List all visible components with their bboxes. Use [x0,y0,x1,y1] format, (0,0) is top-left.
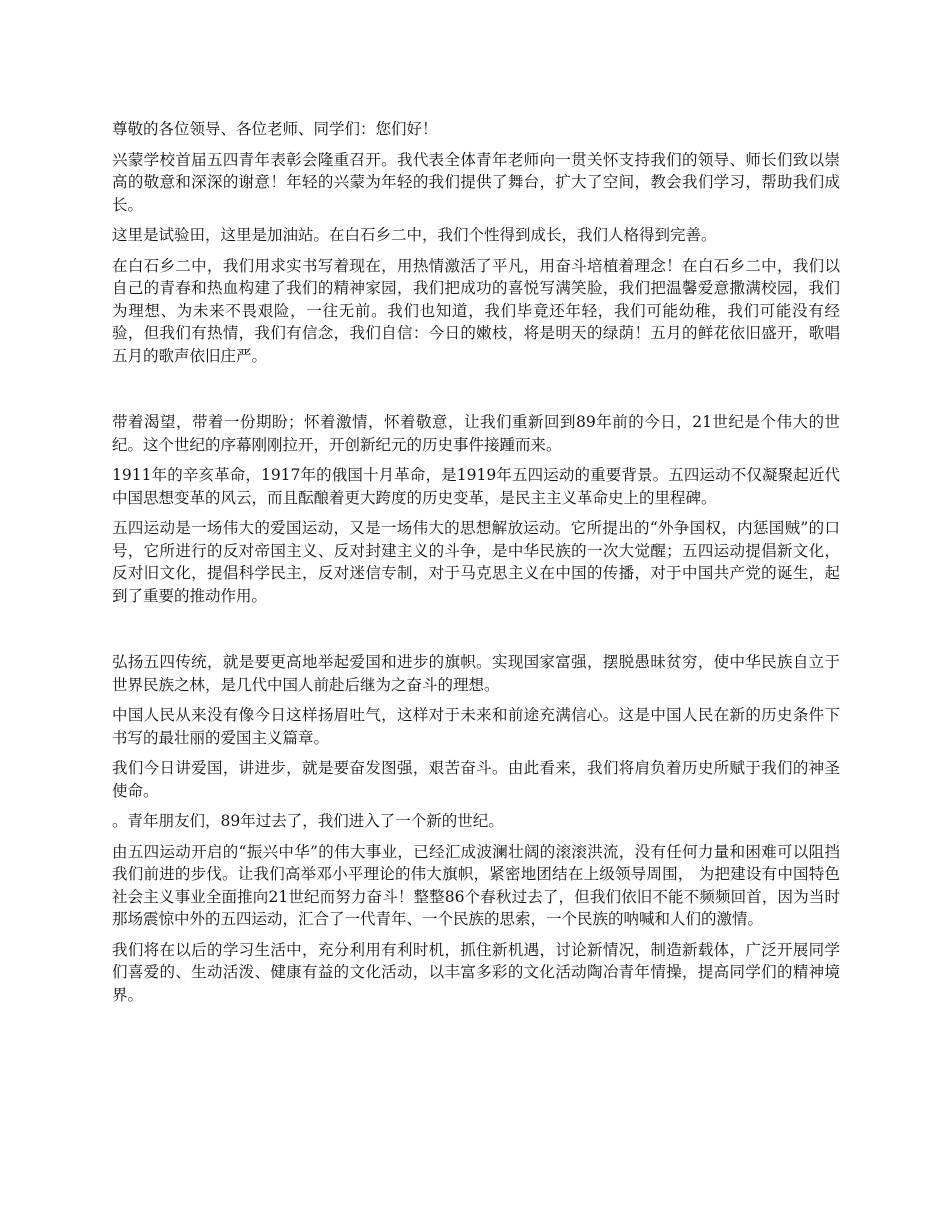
paragraph: 五四运动是一场伟大的爱国运动，又是一场伟大的思想解放运动。它所提出的“外争国权，内惩国贼”的口号，它所进行的反对帝国主义、反对封建主义的斗争，是中华民族的一次大觉醒；五四运动提倡新文化，反对旧文化，提倡科学民主，反对迷信专制，对于马克思主义在中国的传播，对于中国共产党的诞生，起到了重要的推动作用。 [112,519,840,605]
paragraph: 由五四运动开启的“振兴中华”的伟大事业，已经汇成波澜壮阔的滚滚洪流，没有任何力量和困难可以阻挡我们前进的步伐。让我们高举邓小平理论的伟大旗帜，紧密地团结在上级领导周围， 为把建设有中国特色社会主义事业全面推向21世纪而努力奋斗！整整86个春秋过去了，但我们依旧不能不频频回首，因为当时那场震惊中外的五四运动，汇合了一代青年、一个民族的思索，一个民族的呐喊和人们的激情。 [112,842,840,928]
paragraph: 带着渴望，带着一份期盼；怀着激情，怀着敬意，让我们重新回到89年前的今日，21世纪是个伟大的世纪。这个世纪的序幕刚刚拉开，开创新纪元的历史事件接踵而来。 [112,413,840,454]
paragraph: 我们今日讲爱国，讲进步，就是要奋发图强，艰苦奋斗。由此看来，我们将肩负着历史所赋于我们的神圣使命。 [112,759,840,800]
paragraph: 1911年的辛亥革命，1917年的俄国十月革命，是1919年五四运动的重要背景。五四运动不仅凝聚起近代中国思想变革的风云，而且酝酿着更大跨度的历史变革，是民主主义革命史上的里程碑。 [112,466,840,507]
paragraph: 在白石乡二中，我们用求实书写着现在，用热情激活了平凡，用奋斗培植着理念！在白石乡二中，我们以自己的青春和热血构建了我们的精神家园，我们把成功的喜悦写满笑脸，我们把温馨爱意撒满校园，我们为理想、为未来不畏艰险，一往无前。我们也知道，我们毕竟还年轻，我们可能幼稚，我们可能没有经验，但我们有热情，我们有信念，我们自信：今日的嫩枝，将是明天的绿荫！五月的鲜花依旧盛开，歌唱五月的歌声依旧庄严。 [112,256,840,365]
paragraph: 兴蒙学校首届五四青年表彰会隆重召开。我代表全体青年老师向一贯关怀支持我们的领导、师长们致以崇高的敬意和深深的谢意！年轻的兴蒙为年轻的我们提供了舞台，扩大了空间，教会我们学习，帮助我们成长。 [112,150,840,214]
paragraph: 我们将在以后的学习生活中，充分利用有利时机，抓住新机遇，讨论新情况，制造新载体，广泛开展同学们喜爱的、生动活泼、健康有益的文化活动，以丰富多彩的文化活动陶冶青年情操，提高同学们的精神境界。 [112,940,840,1004]
paragraph: 中国人民从来没有像今日这样扬眉吐气，这样对于未来和前途充满信心。这是中国人民在新的历史条件下书写的最壮丽的爱国主义篇章。 [112,706,840,747]
paragraph: 。青年朋友们，89年过去了，我们进入了一个新的世纪。 [112,812,504,830]
paragraph: 这里是试验田，这里是加油站。在白石乡二中，我们个性得到成长，我们人格得到完善。 [112,226,717,244]
paragraph: 弘扬五四传统，就是要更高地举起爱国和进步的旗帜。实现国家富强，摆脱愚昧贫穷，使中华民族自立于世界民族之林，是几代中国人前赴后继为之奋斗的理想。 [112,653,840,694]
greeting-paragraph: 尊敬的各位领导、各位老师、同学们：您们好！ [112,120,438,138]
document-body [112,118,840,1014]
